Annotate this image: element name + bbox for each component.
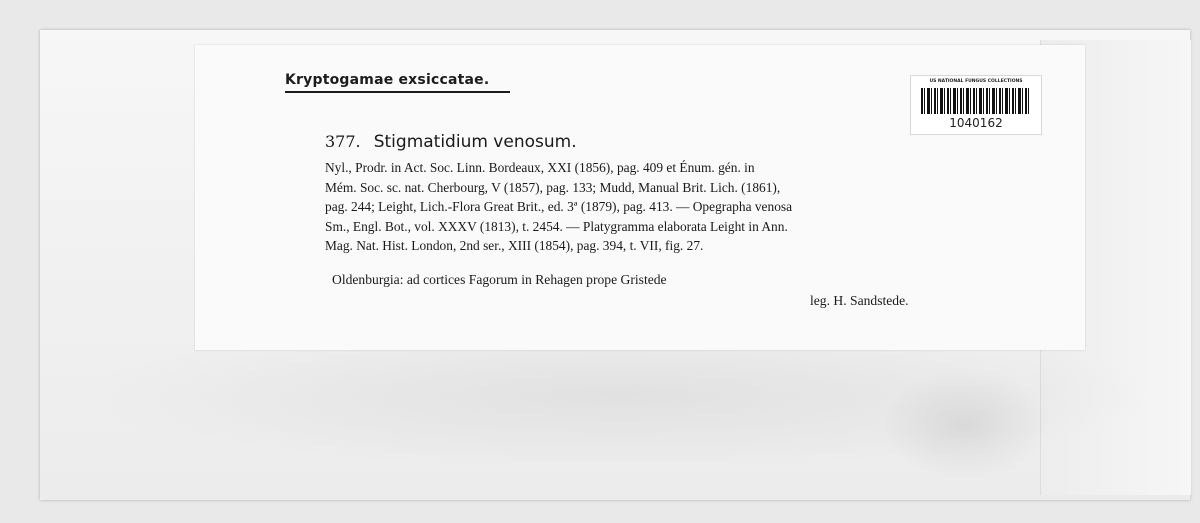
citation-line: Mém. Soc. sc. nat. Cherbourg, V (1857), pag. 133; Mudd, Manual Brit. Lich. (1861), xyxy=(325,179,781,195)
citation-line: Nyl., Prodr. in Act. Soc. Linn. Bordeaux, XXI (1856), pag. 409 et Énum. gén. in xyxy=(325,160,755,175)
specimen-shadow xyxy=(880,370,1050,480)
collector-text: leg. H. Sandstede. xyxy=(810,293,909,308)
citation-text xyxy=(325,158,975,256)
barcode-label xyxy=(910,75,1042,135)
citation-line: pag. 244; Leight, Lich.-Flora Great Brit., ed. 3ª (1879), pag. 413. — Opegrapha venosa xyxy=(325,199,793,214)
locality-text: Oldenburgia: ad cortices Fagorum in Rehagen prope Gristede xyxy=(332,272,667,287)
species-number: 377. xyxy=(325,132,361,151)
barcode-number: 1040162 xyxy=(949,116,1003,130)
species-heading xyxy=(325,132,577,152)
citation-line: Sm., Engl. Bot., vol. XXXV (1813), t. 2454. — Platygramma elaborata Leight in Ann. xyxy=(325,218,788,234)
series-title: Kryptogamae exsiccatae. xyxy=(285,72,510,93)
species-name: Stigmatidium venosum. xyxy=(373,132,577,152)
citation-line: Mag. Nat. Hist. London, 2nd ser., XIII (1854), pag. 394, t. VII, fig. 27. xyxy=(325,238,704,253)
barcode-heading: US NATIONAL FUNGUS COLLECTIONS xyxy=(929,79,1023,84)
specimen-label xyxy=(195,45,1085,350)
barcode-icon xyxy=(921,88,1031,114)
